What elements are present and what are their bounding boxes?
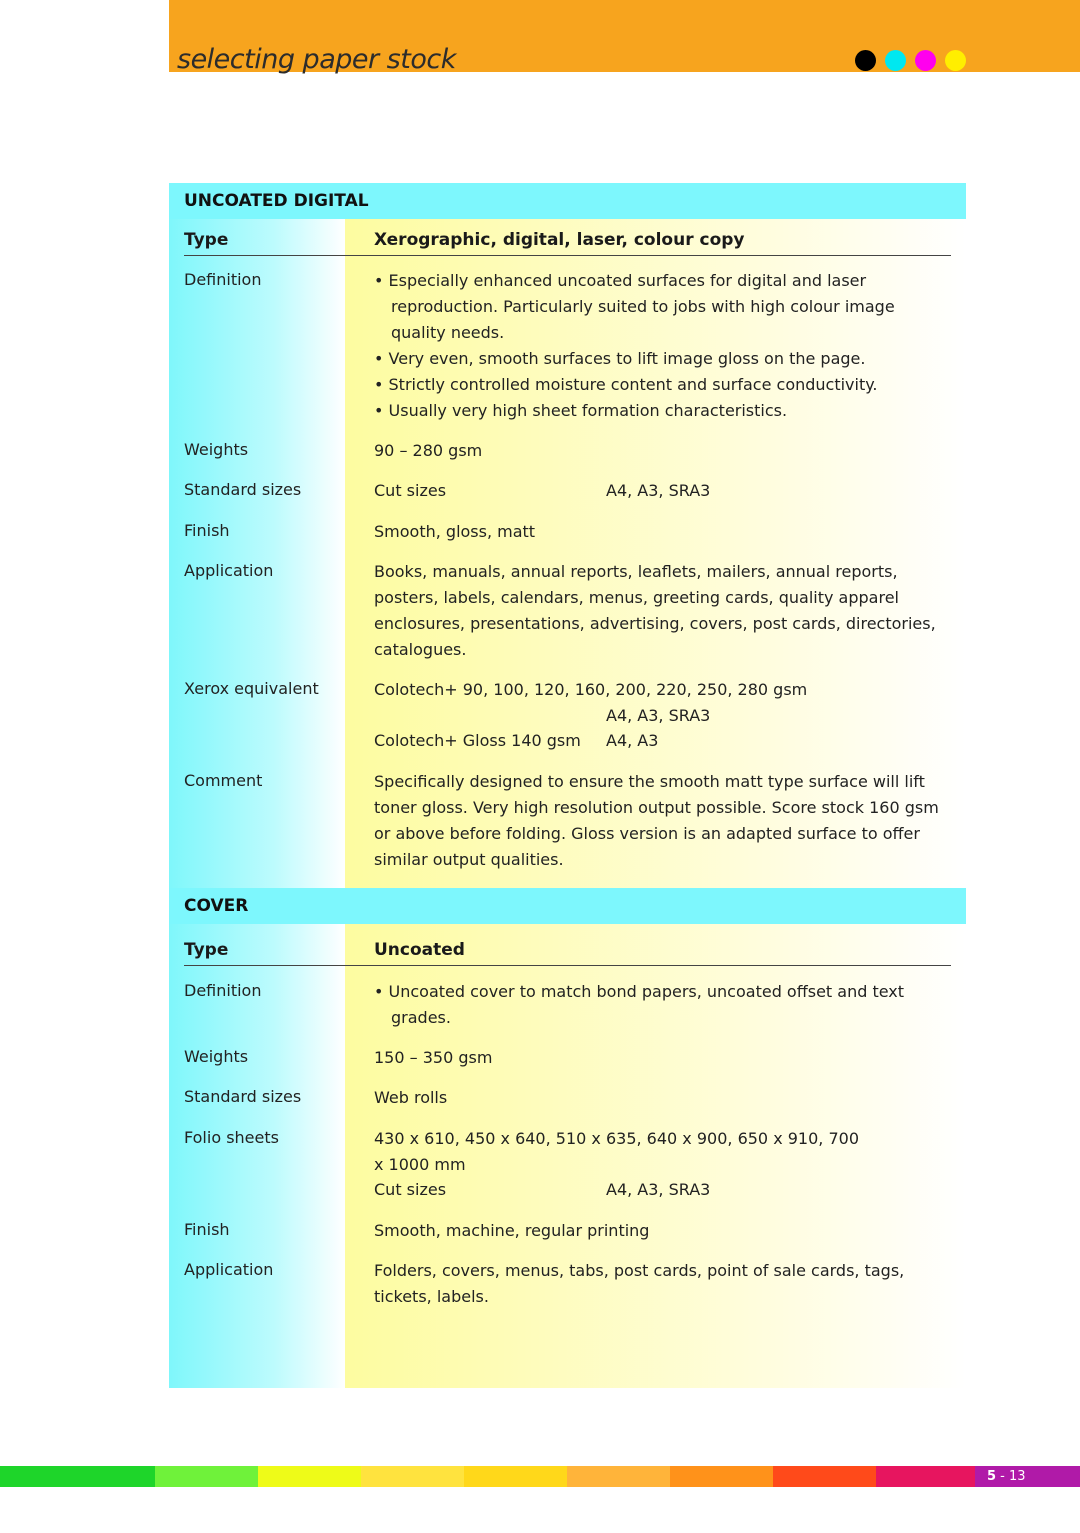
standard-sizes-label: Standard sizes — [184, 1087, 302, 1106]
standard-sizes-value: Web rolls — [374, 1088, 448, 1107]
finish-label: Finish — [184, 1220, 230, 1239]
type-value: Uncoated — [374, 940, 465, 960]
application-label: Application — [184, 561, 274, 580]
finish-value: Smooth, machine, regular printing — [374, 1221, 650, 1240]
xerox-equivalent-line2: Colotech+ Gloss 140 gsm — [374, 731, 581, 750]
section-title: COVER — [184, 896, 249, 916]
color-segment — [670, 1466, 773, 1487]
color-segment — [258, 1466, 361, 1487]
color-segment — [567, 1466, 670, 1487]
folio-sheets-value: 430 x 610, 450 x 640, 510 x 635, 640 x 900, 650 x 910, 700 x 1000 mm — [374, 1129, 859, 1174]
divider — [184, 255, 951, 256]
page-title: selecting paper stock — [177, 44, 456, 75]
comment-label: Comment — [184, 771, 263, 790]
xerox-equivalent-line1-sizes: A4, A3, SRA3 — [606, 706, 711, 725]
weights-value: 150 – 350 gsm — [374, 1048, 493, 1067]
color-segment — [464, 1466, 567, 1487]
xerox-equivalent-line2-sizes: A4, A3 — [606, 731, 659, 750]
cut-sizes-value: A4, A3, SRA3 — [606, 481, 711, 500]
finish-value: Smooth, gloss, matt — [374, 522, 536, 541]
definition-bullet: • Especially enhanced uncoated surfaces for digital and laser reproduction. Particularly suited to jobs with high colour image quality needs. — [374, 271, 895, 342]
xerox-equivalent-label: Xerox equivalent — [184, 679, 319, 698]
weights-value: 90 – 280 gsm — [374, 441, 483, 460]
color-segment — [361, 1466, 464, 1487]
cut-sizes-label: Cut sizes — [374, 1180, 447, 1199]
weights-label: Weights — [184, 1047, 249, 1066]
type-row-uncoated-digital — [184, 226, 951, 256]
finish-label: Finish — [184, 521, 230, 540]
definition-bullet: • Strictly controlled moisture content and surface conductivity. — [374, 375, 878, 394]
folio-sheets-label: Folio sheets — [184, 1128, 279, 1147]
type-row-cover — [184, 936, 951, 966]
standard-sizes-label: Standard sizes — [184, 480, 302, 499]
divider — [184, 965, 951, 966]
color-segment — [876, 1466, 975, 1487]
black-dot-icon — [855, 50, 876, 71]
application-label: Application — [184, 1260, 274, 1279]
application-value: Folders, covers, menus, tabs, post cards, point of sale cards, tags, tickets, labels. — [374, 1261, 905, 1306]
section-heading-cover — [169, 888, 966, 924]
page-section: 5 — [987, 1469, 997, 1484]
definition-bullet: • Very even, smooth surfaces to lift image gloss on the page. — [374, 349, 866, 368]
weights-label: Weights — [184, 440, 249, 459]
definition-label: Definition — [184, 270, 262, 289]
footer-color-bar — [0, 1466, 1080, 1487]
cut-sizes-value: A4, A3, SRA3 — [606, 1180, 711, 1199]
definition-label: Definition — [184, 981, 262, 1000]
definition-value — [374, 268, 944, 424]
type-value: Xerographic, digital, laser, colour copy — [374, 230, 745, 250]
color-segment — [52, 1466, 155, 1487]
section-heading-uncoated-digital — [169, 183, 966, 219]
xerox-equivalent-line1: Colotech+ 90, 100, 120, 160, 200, 220, 250, 280 gsm — [374, 680, 808, 699]
color-segment — [773, 1466, 876, 1487]
definition-bullet: • Usually very high sheet formation characteristics. — [374, 401, 788, 420]
definition-value — [374, 979, 944, 1031]
type-label: Type — [184, 940, 229, 960]
magenta-dot-icon — [915, 50, 936, 71]
comment-value: Specifically designed to ensure the smooth matt type surface will lift toner gloss. Very high resolution output possible. Score stock 160 gsm or above before folding. Gloss version is an adapted surface to offer similar output qualities. — [374, 772, 939, 869]
definition-bullet: • Uncoated cover to match bond papers, uncoated offset and text grades. — [374, 982, 905, 1027]
type-label: Type — [184, 230, 229, 250]
page-separator: - — [996, 1469, 1010, 1484]
page-number — [975, 1466, 1080, 1487]
cyan-dot-icon — [885, 50, 906, 71]
color-segment — [155, 1466, 258, 1487]
application-value: Books, manuals, annual reports, leaflets, mailers, annual reports, posters, labels, calendars, menus, greeting cards, quality apparel enclosures, presentations, advertising, covers, post cards, directories, catalogues. — [374, 562, 936, 659]
color-segment — [0, 1466, 52, 1487]
section-title: UNCOATED DIGITAL — [184, 191, 369, 211]
page-index: 13 — [1009, 1469, 1026, 1484]
yellow-dot-icon — [945, 50, 966, 71]
cut-sizes-label: Cut sizes — [374, 481, 447, 500]
